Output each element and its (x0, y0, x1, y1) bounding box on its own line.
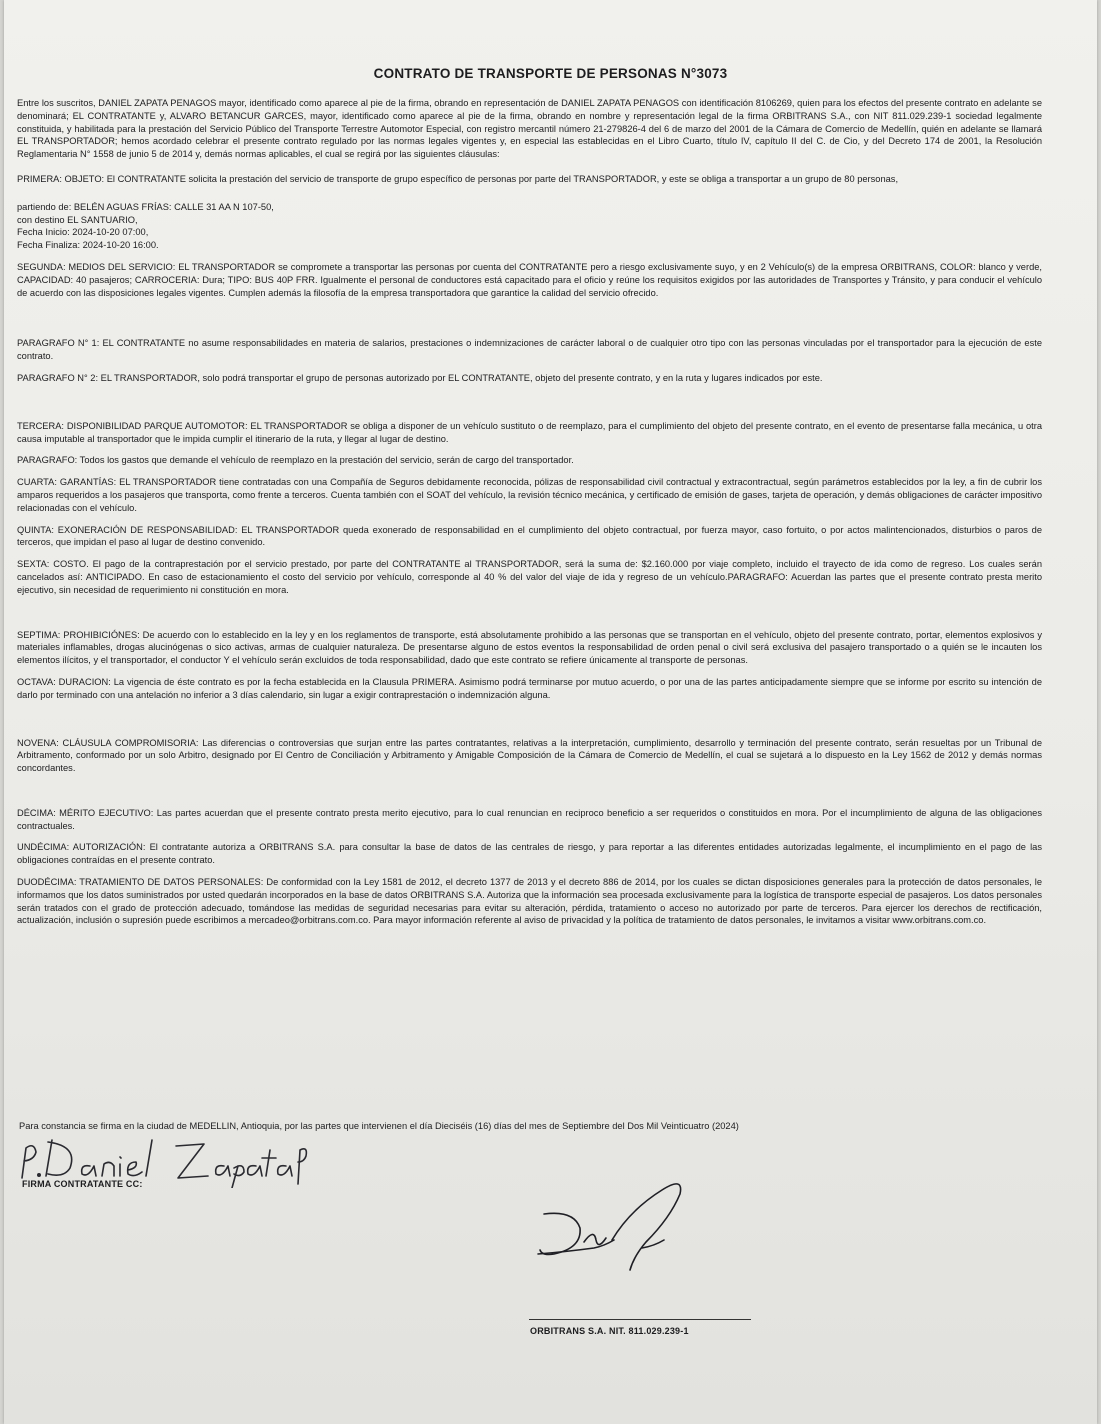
clause-octava: OCTAVA: DURACION: La vigencia de éste contrato es por la fecha establecida en la Clausula PRIMERA. Asimismo podrá terminarse por mutuo acuerdo, o por una de las partes anticipadamente siempre que se informe por escrito su intención de darlo por terminado con una antelación no inferior a 3 días calendario, sin lugar a exigir contraprestación o indemnización alguna. (17, 676, 1042, 700)
route-start-date: Fecha Inicio: 2024-10-20 07:00, (17, 227, 149, 238)
company-signature (534, 1170, 694, 1280)
paragrafo-1: PARAGRAFO N° 1: EL CONTRATANTE no asume responsabilidades en materia de salarios, prestaciones o indemnizaciones de carácter laboral o de cualquier otro tipo con las personas vinculadas por el transportador para la ejecución de este contrato. (17, 338, 1042, 362)
clause-tercera: TERCERA: DISPONIBILIDAD PARQUE AUTOMOTOR: EL TRANSPORTADOR se obliga a disponer de un vehículo sustituto o de reemplazo, para el cumplimiento del objeto del presente contrato, en el evento de presentarse falla mecánica, u otra causa imputable al transportador que le impida cumplir el itinerario de la ruta, y llegar al lugar de destino. (17, 420, 1042, 444)
clause-primera: PRIMERA: OBJETO: El CONTRATANTE solicita la prestación del servicio de transporte de grupo específico de personas por parte del TRANSPORTADOR, y este se obliga a transportar a un grupo de 80 personas, (17, 173, 899, 184)
clause-undecima: UNDÉCIMA: AUTORIZACIÓN: El contratante autoriza a ORBITRANS S.A. para consultar la base de datos de las centrales de riesgo, y para reportar a las diferentes entidades autorizadas legalmente, el incumplimiento en el pago de las obligaciones contraídas en el presente contrato. (17, 842, 1042, 866)
intro-paragraph: Entre los suscritos, DANIEL ZAPATA PENAGOS mayor, identificado como aparece al pie de la firma, obrando en representación de DANIEL ZAPATA PENAGOS con identificación 8106269, quien para los efectos del presente contrato en adelante se denominará; EL CONTRATANTE y, ALVARO BETANCUR GARCES, mayor, identificado como aparece al pie de la firma, obrando en nombre y representación legal de la firma ORBITRANS S.A., con NIT 811.029.239-1 sociedad legalmente constituida, y habilitada para la prestación del Servicio Público del Transporte Terrestre Automotor Especial, con registro mercantil número 21-279826-4 del 6 de marzo del 2001 de la Cámara de Comercio de Medellín, quién en adelante se llamará EL TRANSPORTADOR; hemos acordado celebrar el presente contrato regulado por las normas legales vigentes y, en especial las establecidas en el Libro Cuarto, título IV, capítulo II del C. de Cio, y del Decreto 174 de 2001, la Resolución Reglamentaria N° 1558 de junio 5 de 2014 y, demás normas aplicables, el cual se regirá por las siguientes cláusulas: (17, 98, 1042, 160)
contract-page (4, 0, 1097, 1424)
client-signature-label: FIRMA CONTRATANTE CC: (22, 1179, 143, 1189)
clause-novena: NOVENA: CLÁUSULA COMPROMISORIA: Las diferencias o controversias que surjan entre las partes contratantes, relativas a la interpretación, cumplimiento, desarrollo y terminación del presente contrato, serán resueltas por un Tribunal de Arbitramento, conformado por un solo Arbitro, designado por El Centro de Conciliación y Arbitramento y Amigable Composición de la Cámara de Comercio de Medellín, el cual se sujetará a lo dispuesto en la Ley 1562 de 2012 y demás normas concordantes. (17, 737, 1042, 774)
route-end-date: Fecha Finaliza: 2024-10-20 16:00. (17, 240, 159, 251)
clause-duodecima: DUODÉCIMA: TRATAMIENTO DE DATOS PERSONALES: De conformidad con la Ley 1581 de 2012, el decreto 1377 de 2013 y el decreto 886 de 2014, por los cuales se dictan disposiciones generales para la protección de datos personales, le informamos que los datos suministrados por usted quedarán incorporados en la base de datos ORBITRANS S.A. Autoriza que la información sea procesada exclusivamente para la logística de transporte especial de pasajeros. Los datos personales serán tratados con el grado de protección adecuado, tomándose las medidas de seguridad necesarias para evitar su alteración, pérdida, tratamiento o acceso no autorizado por parte de terceros. Para ejercer los derechos de rectificación, actualización, inclusión o supresión puede escribimos a mercadeo@orbitrans.com.co. Para mayor información referente al aviso de privacidad y la política de tratamiento de datos personales, le invitamos a visitar www.orbitrans.com.co. (17, 877, 1042, 926)
company-signature-line (529, 1319, 751, 1320)
paragrafo-3: PARAGRAFO: Todos los gastos que demande el vehículo de reemplazo en la prestación del servicio, serán de cargo del transportador. (17, 455, 574, 466)
clause-decima: DÉCIMA: MÉRITO EJECUTIVO: Las partes acuerdan que el presente contrato presta merito ejecutivo, para lo cual renuncian en reciproco beneficio a ser requeridos o constituidos en mora. Por el incumplimiento de alguna de las obligaciones contractuales. (17, 807, 1042, 831)
contract-body (17, 97, 1042, 927)
clause-quinta: QUINTA: EXONERACIÓN DE RESPONSABILIDAD: EL TRANSPORTADOR queda exonerado de responsabilidad en el cumplimiento del objeto contractual, por fuerza mayor, caso fortuito, o por actos malintencionados, disturbios o paros de terceros, que impidan el paso al lugar de destino convenido. (17, 524, 1042, 548)
closing-statement: Para constancia se firma en la ciudad de MEDELLIN, Antioquia, por las partes que intervienen el día Dieciséis (16) días del mes de Septiembre del Dos Mil Veinticuatro (2024) (19, 1121, 739, 1131)
route-details (17, 201, 1042, 252)
route-origin: partiendo de: BELÉN AGUAS FRÍAS: CALLE 31 AA N 107-50, (17, 201, 274, 212)
clause-sexta: SEXTA: COSTO. El pago de la contraprestación por el servicio prestado, por parte del CONTRATANTE al TRANSPORTADOR, será la suma de: $2.160.000 por viaje completo, incluido el trayecto de ida como de regreso. Los cuales serán cancelados así: ANTICIPADO. En caso de estacionamiento el costo del servicio por vehículo, corresponde al 40 % del valor del viaje de ida y regreso de un vehículo.PARAGRAFO: Acuerdan las partes que el presente contrato presta merito ejecutivo, sin necesidad de requerimiento ni constitución en mora. (17, 559, 1042, 595)
route-destination: con destino EL SANTUARIO, (17, 214, 138, 225)
clause-cuarta: CUARTA: GARANTÍAS: EL TRANSPORTADOR tiene contratadas con una Compañía de Seguros debidamente reconocida, pólizas de responsabilidad civil contractual y extracontractual, según parámetros establecidos por la ley, a fin de cubrir los amparos requeridos a los pasajeros que transporta, como frente a terceros. Cuenta también con el SOAT del vehículo, la revisión técnico mecánica, y certificado de emisión de gases, tarjeta de operación, y demás obligaciones de carácter impositivo relacionadas con el vehículo. (17, 477, 1042, 513)
clause-segunda: SEGUNDA: MEDIOS DEL SERVICIO: EL TRANSPORTADOR se compromete a transportar las personas por cuenta del CONTRATANTE pero a riesgo exclusivamente suyo, y en 2 Vehículo(s) de la empresa ORBITRANS, COLOR: blanco y verde, CAPACIDAD: 40 pasajeros; CARROCERIA: Dura; TIPO: BUS 40P FRR. Igualmente el personal de conductores está capacitado para el oficio y reúne los requisitos exigidos por las autoridades de Transportes y Tránsito, y para conducir el vehículo de acuerdo con las disposiciones legales vigentes. Cumplen además la filosofía de la empresa transportadora que garantice la calidad del servicio ofrecido. (17, 261, 1042, 298)
document-title: CONTRATO DE TRANSPORTE DE PERSONAS N°3073 (373, 66, 728, 81)
clause-septima: SEPTIMA: PROHIBICIÓNES: De acuerdo con lo establecido en la ley y en los reglamentos de transporte, está absolutamente prohibido a las personas que se transportan en el vehículo, objeto del presente contrato, portar, elementos explosivos y materiales inflamables, drogas alucinógenas o sico activas, armas de cualquier naturaleza. De presentarse alguno de estos eventos la responsabilidad de orden penal o civil será exclusiva del pasajero transportado o a quién se le incauten los elementos ilícitos, y el transportador, el conductor Y el vehículo serán excluidos de toda responsabilidad, dado que este contrato se refiere únicamente al transporte de personas. (17, 629, 1042, 666)
company-signature-label: ORBITRANS S.A. NIT. 811.029.239-1 (530, 1326, 689, 1336)
paragrafo-2: PARAGRAFO N° 2: EL TRANSPORTADOR, solo podrá transportar el grupo de personas autorizado por EL CONTRATANTE, objeto del presente contrato, y en la ruta y lugares indicados por este. (17, 372, 823, 383)
